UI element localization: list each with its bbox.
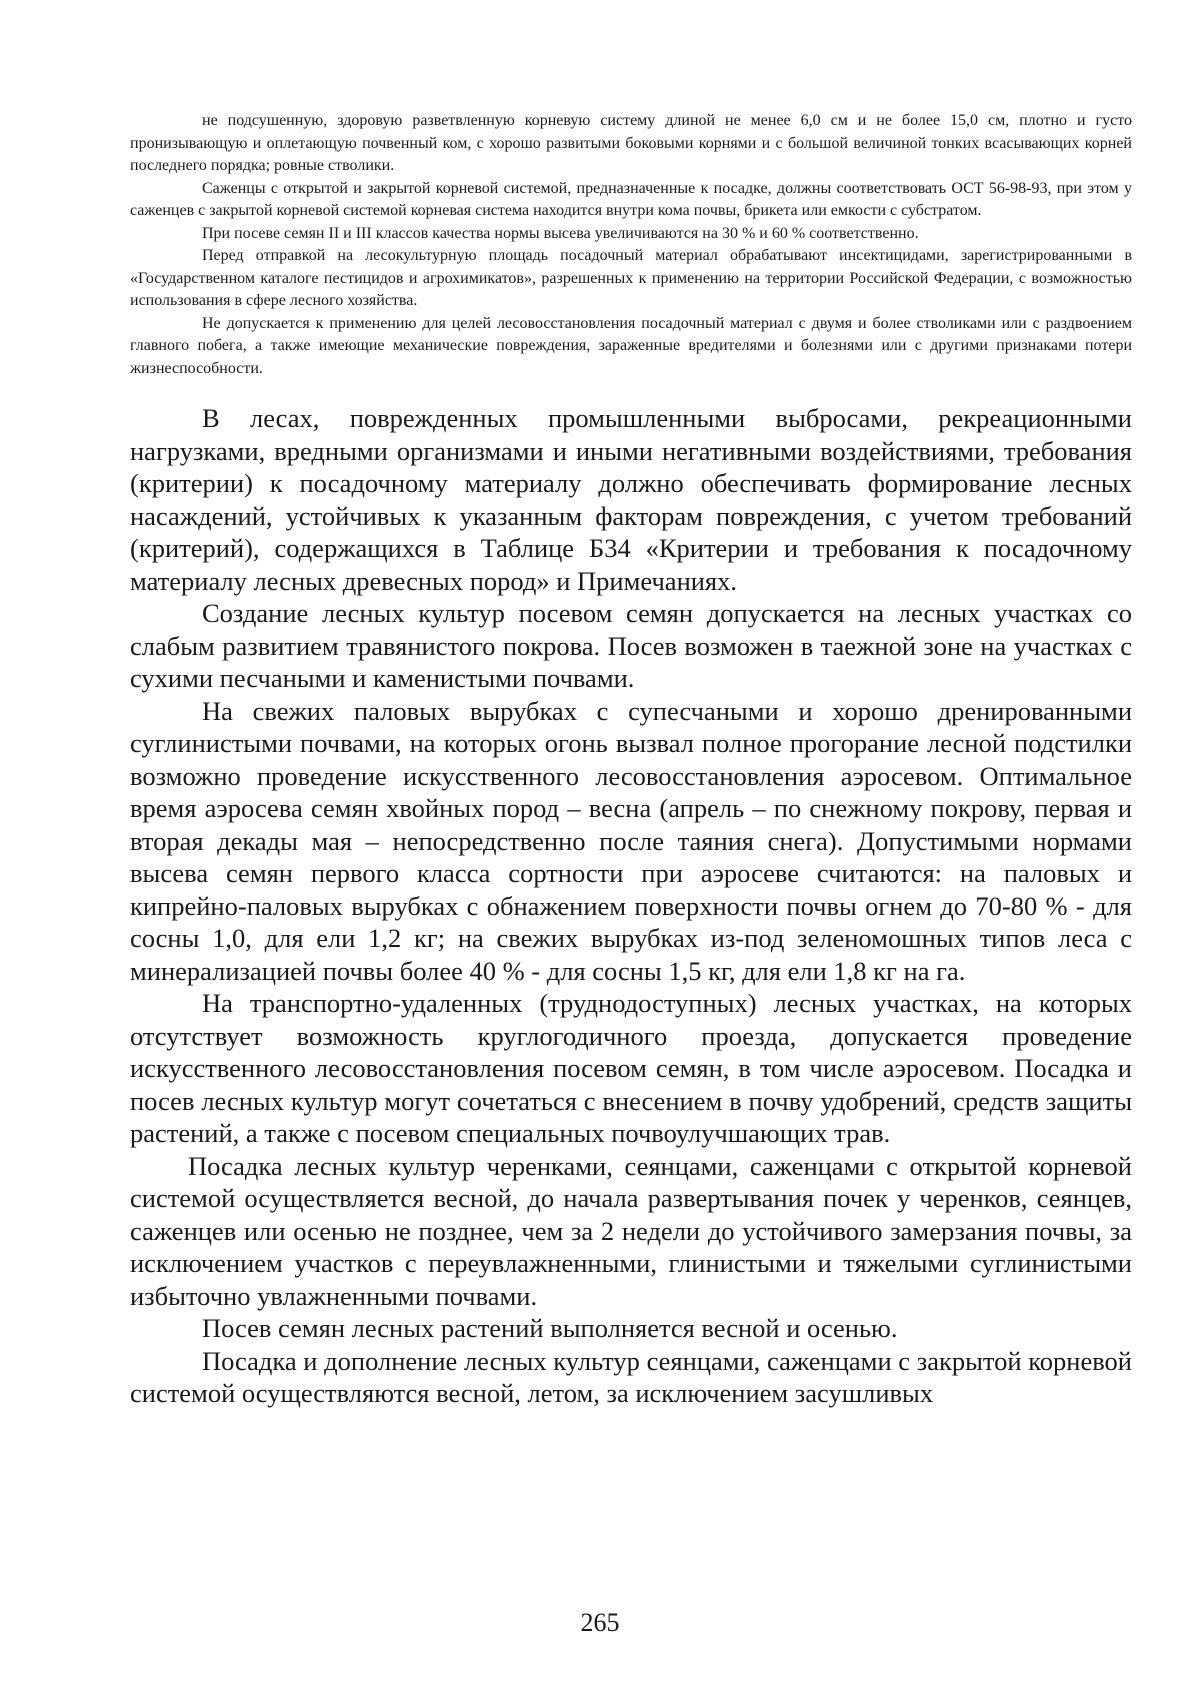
body-paragraph: Посев семян лесных растений выполняется весной и осенью. — [202, 1313, 898, 1343]
body-paragraph: Посадка и дополнение лесных культур сеянцами, саженцами с закрытой корневой системой осуществляются весной, летом, за исключением засушливых — [130, 1345, 1132, 1408]
note-paragraph: Саженцы с открытой и закрытой корневой системой, предназначенные к посадке, должны соответствовать ОСТ 56-98-93, при этом у саженцев с закрытой корневой системой корневая система находится внутри кома почвы, брикета или емкости с субстратом. — [130, 179, 1132, 219]
body-paragraph: В лесах, поврежденных промышленными выбросами, рекреационными нагрузками, вредными организмами и иными негативными воздействиями, требования (критерии) к посадочному материалу должно обеспечивать формирование лесных насаждений, устойчивых к указанным факторам повреждения, с учетом требований (критерий), содержащихся в Таблице Б34 «Критерии и требования к посадочному материалу лесных древесных пород» и Примечаниях. — [130, 403, 1132, 596]
table-notes — [130, 110, 1132, 380]
main-text — [130, 402, 1132, 1410]
body-paragraph: Создание лесных культур посевом семян допускается на лесных участках со слабым развитием травянистого покрова. Посев возможен в таежной зоне на участках с сухими песчаными и каменистыми почвами. — [130, 598, 1132, 693]
note-paragraph: Не допускается к применению для целей лесовосстановления посадочный материал с двумя и более стволиками или с раздвоением главного побега, а также имеющие механические повреждения, зараженные вредителями и болезнями или с другими признаками потери жизнеспособности. — [130, 314, 1132, 377]
note-paragraph: не подсушенную, здоровую разветвленную корневую систему длиной не менее 6,0 см и не более 15,0 см, плотно и густо пронизывающую и оплетающую почвенный ком, с хорошо развитыми боковыми корнями и с большой величиной тонких всасывающих корней последнего порядка; ровные стволики. — [130, 112, 1132, 174]
note-paragraph: При посеве семян II и III классов качества нормы высева увеличиваются на 30 % и 60 % соответственно. — [202, 224, 919, 242]
page-content — [130, 110, 1132, 1410]
body-paragraph: На свежих паловых вырубках с супесчаными и хорошо дренированными суглинистыми почвами, на которых огонь вызвал полное прогорание лесной подстилки возможно проведение искусственного лесовосстановления аэросевом. Оптимальное время аэросева семян хвойных пород – весна (апрель – по снежному покрову, первая и вторая декады мая – непосредственно после таяния снега). Допустимыми нормами высева семян первого класса сортности при аэросеве считаются: на паловых и кипрейно-паловых вырубках с обнажением поверхности почвы огнем до 70-80 % - для сосны 1,0, для ели 1,2 кг; на свежих вырубках из-под зеленомошных типов леса с минерализацией почвы более 40 % - для сосны 1,5 кг, для ели 1,8 кг на га. — [130, 695, 1132, 986]
note-paragraph: Перед отправкой на лесокультурную площадь посадочный материал обрабатывают инсектицидами, зарегистрированными в «Государственном каталоге пестицидов и агрохимикатов», разрешенных к применению на территории Российской Федерации, с возможностью использования в сфере лесного хозяйства. — [130, 247, 1132, 309]
body-paragraph: На транспортно-удаленных (труднодоступных) лесных участках, на которых отсутствует возможность круглогодичного проезда, допускается проведение искусственного лесовосстановления посевом семян, в том числе аэросевом. Посадка и посев лесных культур могут сочетаться с внесением в почву удобрений, средств защиты растений, а также с посевом специальных почвоулучшающих трав. — [130, 988, 1132, 1148]
page-number: 265 — [580, 1608, 620, 1637]
body-paragraph: Посадка лесных культур черенками, сеянцами, саженцами с открытой корневой системой осуществляется весной, до начала развертывания почек у черенков, сеянцев, саженцев или осенью не позднее, чем за 2 недели до устойчивого замерзания почвы, за исключением участков с переувлажненными, глинистыми и тяжелыми суглинистыми избыточно увлажненными почвами. — [130, 1150, 1132, 1311]
